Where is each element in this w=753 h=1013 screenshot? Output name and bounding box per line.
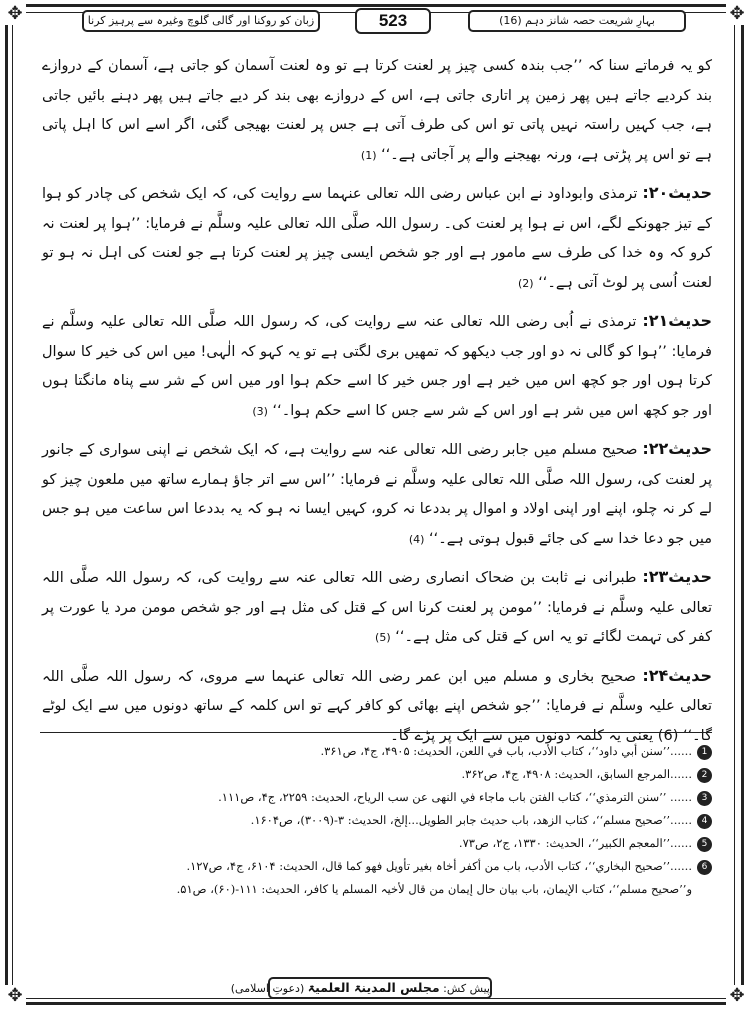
main-text	[42, 52, 712, 759]
corner-ornament-icon: ✥	[4, 3, 26, 25]
footnote-ref: (5)	[375, 631, 391, 644]
footnote-ref: (4)	[408, 532, 425, 546]
publisher-name: مجلس المدینۃ العلمیۃ	[307, 980, 440, 995]
footnotes	[40, 740, 712, 901]
corner-ornament-icon: ✥	[726, 3, 748, 25]
corner-ornament-icon: ✥	[4, 985, 26, 1007]
footnote-ref: (2)	[518, 276, 534, 290]
paragraph: حدیث۲۲: صحیح مسلم میں جابر رضی اللہ تعالی عنہ سے روایت ہے، کہ ایک شخص نے اپنی سواری کے جانور پر لعنت کی، رسول اللہ صلَّی اللہ تعالی علیہ وسلَّم نے فرمایا: ’’اس سے اتر جاؤ ہمارے ساتھ میں ملعون چیز کو لے کر نہ چلو، اپنے اور اپنی اولاد و اموال پر بددعا نہ کرو، کہیں ایسا نہ ہو کہ یہ بددعا اس ساعت میں ہو جس میں جو دعا خدا سے کی جائے قبول ہوتی ہے۔‘‘ (4)	[42, 439, 713, 547]
hadith-heading: حدیث۲۲:	[642, 439, 713, 458]
footnote-ref: (3)	[252, 404, 268, 418]
footnote-number: 4	[697, 814, 712, 829]
paragraph: حدیث۲۰: ترمذی وابوداود نے ابن عباس رضی اللہ تعالی عنہما سے روایت کی، کہ ایک شخص کی چادر کو ہوا کے تیز جھونکے لگے، اس نے ہوا پر لعنت کی۔ رسول اللہ صلَّی اللہ تعالی علیہ وسلَّم نے فرمایا: ’’ہوا پر لعنت نہ کرو کہ وہ خدا کی طرف سے مامور ہے اور جو شخص ایسی چیز پر لعنت کرتا ہے جو لعنت کی اہل نہ ہو تو لعنت اُسی پر لوٹ آتی ہے۔‘‘ (2)	[42, 183, 712, 291]
paragraph: حدیث۲۳: طبرانی نے ثابت بن ضحاک انصاری رضی اللہ تعالی عنہ سے روایت کی، کہ رسول اللہ صلَّی اللہ تعالی علیہ وسلَّم نے فرمایا: ’’مومن پر لعنت کرنا اس کے قتل کی مثل ہے اور جو شخص مومن مرد یا عورت پر کفر کی تہمت لگائے تو یہ اس کے قتل کی مثل ہے۔‘‘ (5)	[42, 567, 713, 645]
footer-suffix: (دعوتِ اسلامی)	[230, 982, 305, 995]
footnote-number: 2	[697, 768, 712, 783]
footnote-number: 5	[697, 837, 712, 852]
footnote: 1......’’سنن أبي داود‘‘، کتاب الأدب، باب في اللعن، الحدیث: ۴۹۰۵، ج۴، ص۳۶۱.	[40, 740, 712, 763]
page-number: 523	[355, 8, 431, 34]
paragraph: حدیث۲۴: صحیح بخاری و مسلم میں ابن عمر رضی اللہ تعالی عنہما سے مروی، کہ رسول اللہ صلَّی اللہ تعالی علیہ وسلَّم نے فرمایا: ’’جو شخص اپنے بھائی کو کافر کہے تو اس کلمہ کے ساتھ دونوں میں سے ایک لوٹے گا۔‘‘ (6) یعنی یہ کلمہ دونوں میں سے ایک پر پڑے گا۔	[42, 665, 713, 744]
footnote: 6......’’صحیح البخاري‘‘، کتاب الأدب، باب من أکفر أخاہ بغیر تأویل فھو کما قال، الحدیث: ۶۱۰۴، ج۴، ص۱۲۷.	[40, 855, 712, 878]
footnote: 2......المرجع السابق، الحدیث: ۴۹۰۸، ج۴، ص۳۶۲.	[40, 763, 712, 786]
footnote-divider	[40, 732, 712, 733]
footnote-number: 6	[697, 860, 712, 875]
footnote-continuation: و’’صحیح مسلم‘‘، کتاب الإیمان، باب بیان حال إیمان من قال لأخیہ المسلم یا کافر، الحدیث: ۱۱۱-(۶۰)، ص۵۱.	[176, 882, 692, 896]
footnote-ref: (1)	[360, 148, 377, 162]
publisher-footer	[230, 977, 492, 999]
footnote: 4......’’صحیح مسلم‘‘، کتاب الزھد، باب حدیث جابر الطویل...إلخ، الحدیث: ۳-(۳۰۰۹)، ص۱۶۰۴.	[40, 809, 712, 832]
footnote: 3...... ’’سنن الترمذي‘‘، کتاب الفتن باب ماجاء في النھی عن سب الریاح، الحدیث: ۲۲۵۹، ج۴، ص۱۱۱.	[40, 786, 712, 809]
page-header	[12, 8, 741, 36]
chapter-title: زبان کو روکنا اور گالی گلوچ وغیرہ سے پرہیز کرنا	[82, 10, 320, 32]
footnote-number: 1	[697, 745, 712, 760]
paragraph: کو یہ فرماتے سنا کہ ’’جب بندہ کسی چیز پر لعنت کرتا ہے تو وہ لعنت آسمان کو جاتی ہے، آسمان کے دروازے بند کردیے جاتے ہیں پھر زمین پر اتاری جاتی ہے، اس کے دروازے بھی بند کر دیے جاتے ہیں پھر دہنے بائیں جاتی ہے، جب کہیں راستہ نہیں پاتی تو اس کی طرف آتی ہے جس پر لعنت بھیجی گئی، اگر اسے اس کا اہل پاتی ہے تو اس پر پڑتی ہے، ورنہ بھیجنے والے پر آجاتی ہے۔‘‘ (1)	[42, 58, 712, 163]
hadith-heading: حدیث۲۰:	[642, 183, 712, 202]
hadith-heading: حدیث۲۳:	[642, 567, 713, 586]
hadith-heading: حدیث۲۴:	[642, 665, 713, 685]
paragraph: حدیث۲۱: ترمذی نے اُبی رضی اللہ تعالی عنہ سے روایت کی، کہ رسول اللہ صلَّی اللہ تعالی علیہ وسلَّم نے فرمایا: ’’ہوا کو گالی نہ دو اور جب دیکھو کہ تمھیں بری لگتی ہے تو یہ کہو کہ الٰہی! میں اس کی خیر کا سوال کرتا ہوں اور جو کچھ اس میں خیر ہے اور جس خیر کا اسے حکم ہوا اور میں اس کے شر سے پناہ مانگتا ہوں اور جو کچھ اس میں شر ہے اور اس کے شر سے جس کا اسے حکم ہوا۔‘‘ (3)	[42, 311, 713, 419]
book-title: بہارِ شریعت حصہ شانز دہم (16)	[468, 10, 686, 32]
footnote-number: 3	[697, 791, 712, 806]
footnote: 5......’’المعجم الکبیر‘‘، الحدیث: ۱۳۳۰، ج۲، ص۷۳.	[40, 832, 712, 855]
hadith-heading: حدیث۲۱:	[642, 311, 713, 330]
footer-prefix: پیش کش:	[443, 982, 490, 995]
corner-ornament-icon: ✥	[726, 985, 748, 1007]
